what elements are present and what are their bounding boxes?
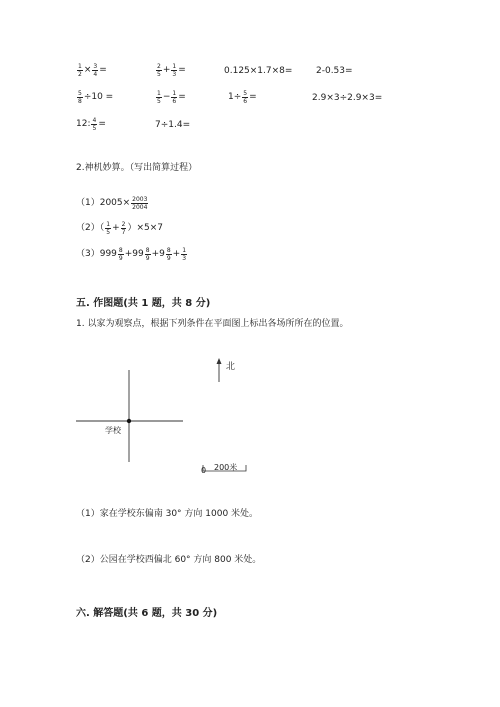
section-title: 2.神机妙算。（写出简算过程）: [76, 163, 198, 173]
fraction: $\frac{5}{6}$: [243, 90, 248, 105]
fraction: 1 5: [106, 221, 111, 236]
calc-item: 12: $\frac{4}{5}$ =: [76, 117, 106, 132]
fraction: $\frac{1}{2}$: [78, 63, 82, 78]
school-label: 学校: [105, 426, 121, 435]
problem-1: （1）2005× $\frac{2003}{2004}$: [76, 196, 148, 211]
fraction: $\frac{3}{4}$: [93, 63, 98, 78]
fraction: $\frac{1}{3}$: [182, 247, 187, 262]
fraction: 2 5: [157, 63, 161, 78]
scale-label: 200米: [214, 463, 238, 472]
school-point: [127, 419, 131, 423]
fraction: $\frac{1}{6}$: [172, 90, 177, 105]
north-arrowhead: [217, 358, 222, 364]
section-heading: 五. 作图题(共 1 题，共 8 分): [76, 298, 211, 309]
fraction: $\frac{5}{8}$: [78, 90, 82, 105]
calc-item: $\frac{5}{8}$ ÷10 =: [78, 90, 114, 105]
calc-item: 1÷ $\frac{5}{6}$ =: [228, 90, 257, 105]
calc-item: 2-0.53=: [316, 66, 353, 76]
question-text: 1. 以家为观察点，根据下列条件在平面图上标出各场所所在的位置。: [76, 319, 349, 329]
fraction: $\frac{1}{3}$: [172, 63, 177, 78]
fraction: 8 9: [118, 247, 123, 262]
calc-item: 2.9×3÷2.9×3=: [312, 93, 383, 103]
fraction: $\frac{4}{5}$: [92, 117, 97, 132]
fraction: $\frac{2}{7}$: [121, 221, 126, 236]
condition-1: （1）家在学校东偏南 30° 方向 1000 米处。: [76, 509, 259, 519]
condition-2: （2）公园在学校西偏北 60° 方向 800 米处。: [76, 555, 262, 565]
problem-2: （2）（ 1 5 + $\frac{2}{7}$ ）×5×7: [76, 221, 163, 236]
calc-item: 0.125×1.7×8=: [224, 66, 293, 76]
calc-item: 2 5 + $\frac{1}{3}$ =: [157, 63, 186, 78]
calc-item: 1 5 − $\frac{1}{6}$ =: [157, 90, 186, 105]
section-heading: 六. 解答题(共 6 题，共 30 分): [76, 608, 218, 619]
calc-item: 7÷1.4=: [155, 120, 191, 130]
calc-item: $\frac{1}{2}$ × $\frac{3}{4}$ =: [78, 63, 107, 78]
scale-zero-label: 0: [201, 466, 207, 475]
fraction: 8 9: [145, 247, 150, 262]
fraction: 8 9: [166, 247, 171, 262]
north-label: 北: [226, 362, 236, 372]
problem-3: （3）999 8 9 +99 8 9 +9 8 9 + $\frac{1}{3}$: [76, 247, 187, 262]
fraction: $\frac{2003}{2004}$: [132, 196, 148, 211]
fraction: 1 5: [157, 90, 161, 105]
